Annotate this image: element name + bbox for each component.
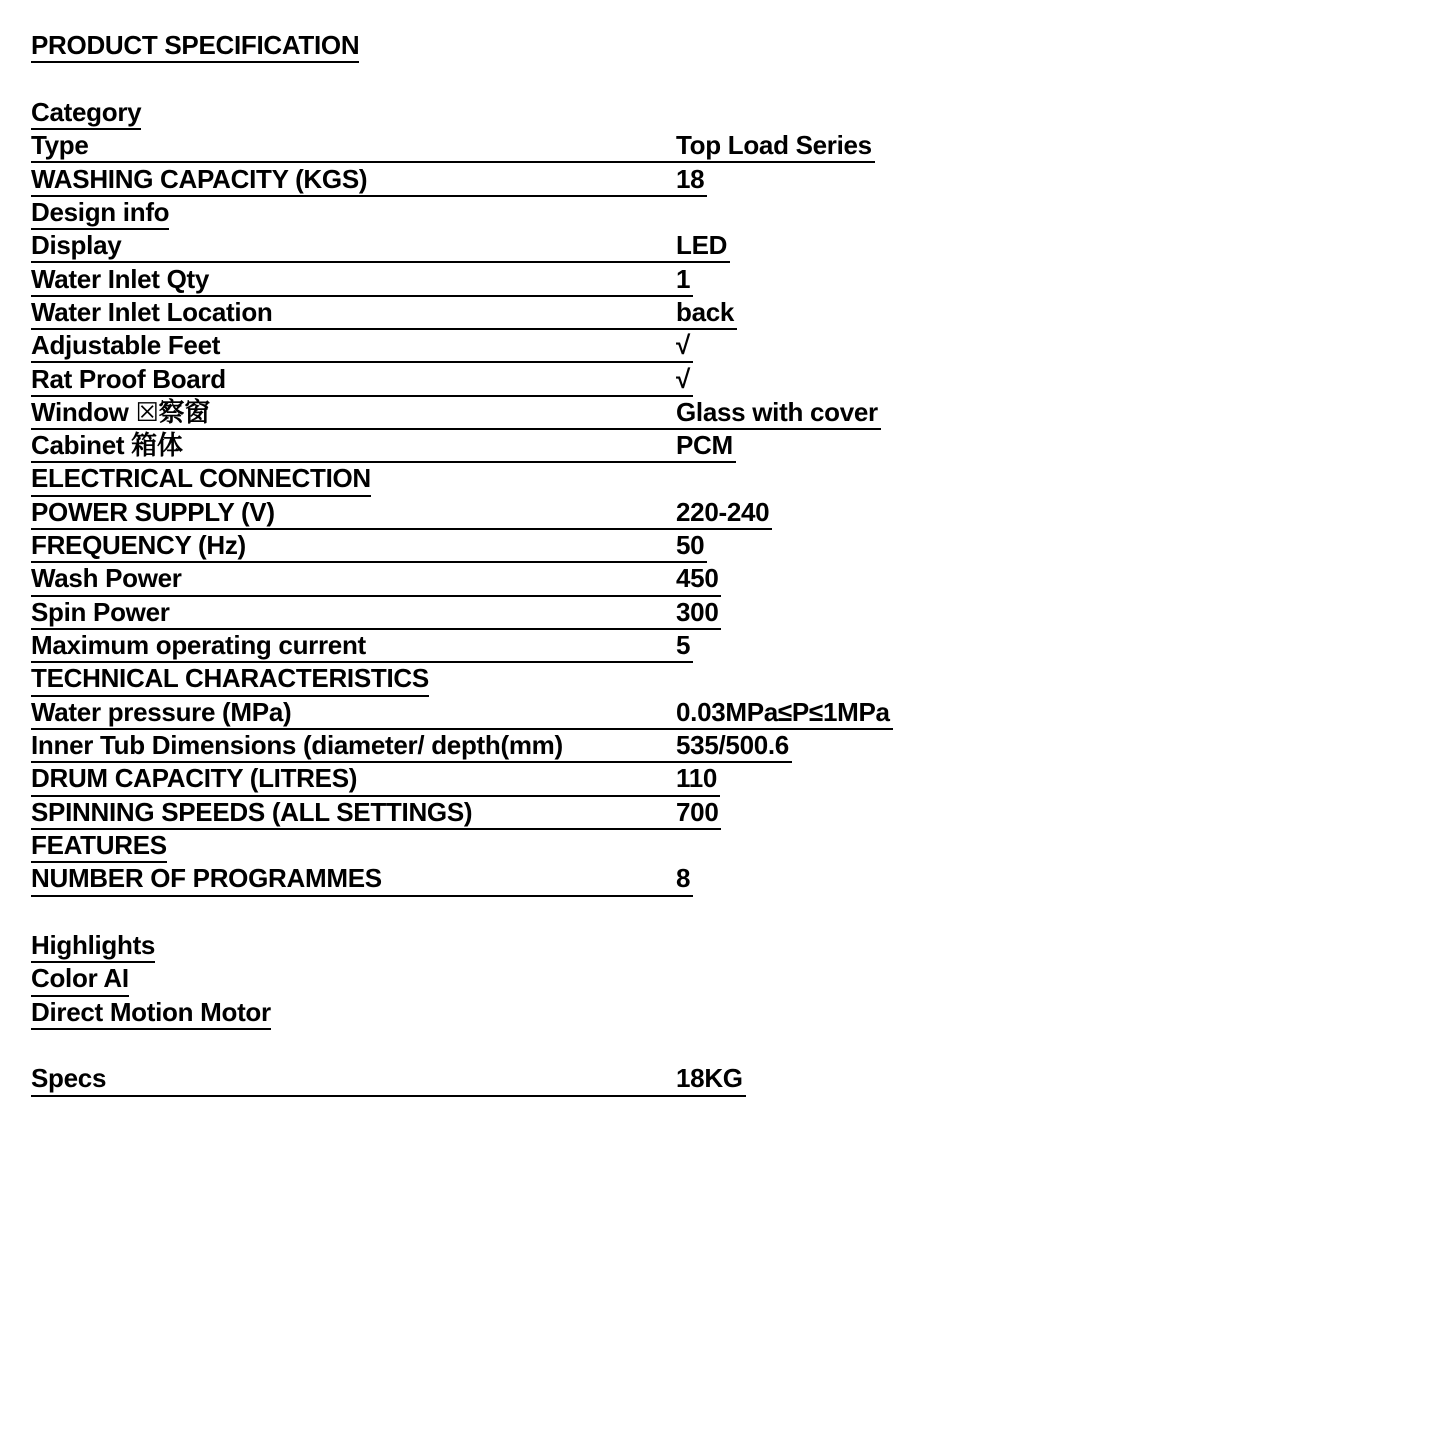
spec-row-underline xyxy=(31,698,893,730)
spec-row-value: LED xyxy=(676,230,728,261)
spec-row-label: FREQUENCY (Hz) xyxy=(31,530,246,561)
spec-row-value: 450 xyxy=(676,563,719,594)
spec-row-underline xyxy=(31,398,881,430)
spec-row xyxy=(31,397,1440,430)
spec-row-value: 8 xyxy=(676,863,691,894)
section-header-label: ELECTRICAL CONNECTION xyxy=(31,463,371,494)
spec-row-label: DRUM CAPACITY (LITRES) xyxy=(31,763,358,794)
spec-row-underline xyxy=(31,498,772,530)
spec-row-label: Specs xyxy=(31,1063,107,1094)
spec-row-underline xyxy=(31,798,721,830)
spec-row-value: Glass with cover xyxy=(676,396,878,427)
spec-row xyxy=(31,797,1440,830)
spec-row-label: Rat Proof Board xyxy=(31,363,226,394)
section-header-row xyxy=(31,830,1440,863)
section-header-underline xyxy=(31,464,371,496)
blank-line xyxy=(31,1030,1440,1063)
section-header-label: Direct Motion Motor xyxy=(31,996,271,1027)
section-header-row xyxy=(31,997,1440,1030)
spec-row xyxy=(31,730,1440,763)
section-header-row xyxy=(31,197,1440,230)
page-title: PRODUCT SPECIFICATION xyxy=(31,30,360,61)
spec-row-underline xyxy=(31,231,730,263)
section-header-row xyxy=(31,663,1440,696)
section-header-underline xyxy=(31,831,167,863)
spec-row xyxy=(31,563,1440,596)
spec-row-value: 300 xyxy=(676,596,719,627)
section-header-label: Highlights xyxy=(31,930,156,961)
spec-row-value: 700 xyxy=(676,796,719,827)
spec-row-label: Water Inlet Location xyxy=(31,296,273,327)
spec-row xyxy=(31,430,1440,463)
spec-row-value: 18KG xyxy=(676,1063,743,1094)
section-header-row xyxy=(31,97,1440,130)
spec-row-underline xyxy=(31,598,721,630)
section-header-underline xyxy=(31,964,129,996)
spec-row-value: √ xyxy=(676,330,690,361)
spec-row xyxy=(31,763,1440,796)
section-header-label: TECHNICAL CHARACTERISTICS xyxy=(31,663,429,694)
spec-row-value: 535/500.6 xyxy=(676,730,789,761)
spec-row xyxy=(31,297,1440,330)
spec-row-underline xyxy=(31,531,707,563)
spec-row-value: Top Load Series xyxy=(676,130,872,161)
spec-row-label: Cabinet 箱体 xyxy=(31,430,183,461)
page-title-underline xyxy=(31,31,359,63)
spec-row-underline xyxy=(31,365,693,397)
spec-row xyxy=(31,330,1440,363)
spec-row-label: Wash Power xyxy=(31,563,182,594)
section-header-underline xyxy=(31,664,429,696)
spec-row-label: SPINNING SPEEDS (ALL SETTINGS) xyxy=(31,796,473,827)
blank-line xyxy=(31,897,1440,930)
section-header-underline xyxy=(31,98,141,130)
spec-row-value: 110 xyxy=(676,763,718,794)
spec-row-value: PCM xyxy=(676,430,733,461)
page-title-row xyxy=(31,30,1440,63)
spec-row-underline xyxy=(31,165,707,197)
section-header-label: Design info xyxy=(31,196,170,227)
spec-row-label: Window ☒察窗 xyxy=(31,396,210,427)
spec-row-underline xyxy=(31,564,721,596)
spec-row xyxy=(31,863,1440,896)
spec-row-label: Maximum operating current xyxy=(31,630,366,661)
spec-row-value: 0.03MPa≤P≤1MPa xyxy=(676,696,890,727)
spec-row-value: 50 xyxy=(676,530,705,561)
spec-row-underline xyxy=(31,131,875,163)
spec-row-label: Type xyxy=(31,130,89,161)
spec-row-value: 18 xyxy=(676,163,705,194)
section-header-underline xyxy=(31,198,169,230)
section-header-label: FEATURES xyxy=(31,830,167,861)
section-header-row xyxy=(31,963,1440,996)
spec-row-label: WASHING CAPACITY (KGS) xyxy=(31,163,368,194)
spec-row xyxy=(31,363,1440,396)
spec-row xyxy=(31,263,1440,296)
spec-row-value: 220-240 xyxy=(676,496,770,527)
spec-row-underline xyxy=(31,631,693,663)
spec-row-value: back xyxy=(676,296,735,327)
spec-row-underline xyxy=(31,731,792,763)
spec-row xyxy=(31,1063,1440,1096)
blank-line xyxy=(31,63,1440,96)
section-header-label: Category xyxy=(31,96,142,127)
section-header-row xyxy=(31,463,1440,496)
spec-row-underline xyxy=(31,864,693,896)
spec-row-label: Inner Tub Dimensions (diameter/ depth(mm) xyxy=(31,730,563,761)
spec-row-label: Display xyxy=(31,230,122,261)
spec-row xyxy=(31,163,1440,196)
spec-row-label: Water Inlet Qty xyxy=(31,263,210,294)
section-header-underline xyxy=(31,998,271,1030)
spec-row-value: 1 xyxy=(676,263,691,294)
spec-row-label: POWER SUPPLY (V) xyxy=(31,496,275,527)
spec-row xyxy=(31,697,1440,730)
spec-row-underline xyxy=(31,298,737,330)
spec-row-underline xyxy=(31,331,693,363)
spec-row xyxy=(31,130,1440,163)
spec-row xyxy=(31,497,1440,530)
section-header-row xyxy=(31,930,1440,963)
spec-row xyxy=(31,530,1440,563)
spec-row-underline xyxy=(31,431,736,463)
spec-row-underline xyxy=(31,265,693,297)
spec-table xyxy=(31,97,1440,1097)
section-header-label: Color AI xyxy=(31,963,129,994)
spec-row-value: √ xyxy=(676,363,690,394)
spec-row-label: Spin Power xyxy=(31,596,170,627)
spec-row-underline xyxy=(31,1064,746,1096)
spec-row-label: Water pressure (MPa) xyxy=(31,696,292,727)
spec-row xyxy=(31,597,1440,630)
spec-row xyxy=(31,230,1440,263)
spec-row xyxy=(31,630,1440,663)
section-header-underline xyxy=(31,931,155,963)
spec-row-value: 5 xyxy=(676,630,691,661)
spec-row-underline xyxy=(31,764,720,796)
spec-row-label: Adjustable Feet xyxy=(31,330,221,361)
spec-row-label: NUMBER OF PROGRAMMES xyxy=(31,863,382,894)
